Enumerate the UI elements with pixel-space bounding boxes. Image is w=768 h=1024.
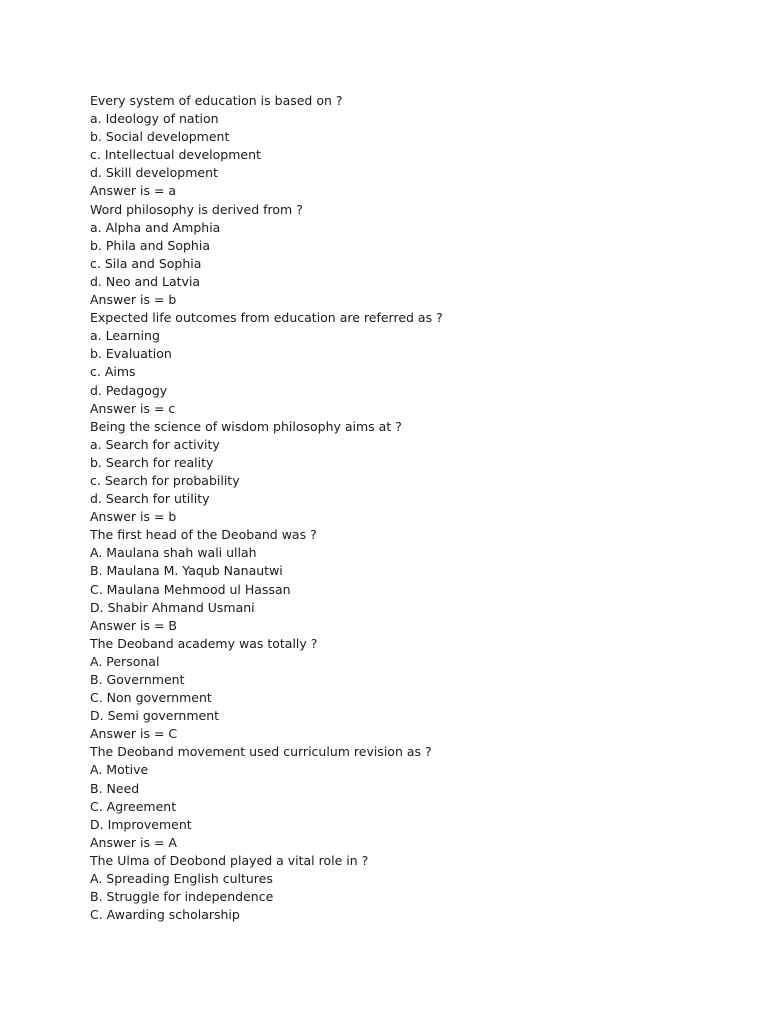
option-line: c. Intellectual development xyxy=(90,147,261,163)
question-line: The first head of the Deoband was ? xyxy=(90,527,317,543)
option-line: a. Alpha and Amphia xyxy=(90,219,221,235)
option-line: A. Motive xyxy=(90,762,149,778)
question-line: Expected life outcomes from education are referred as ? xyxy=(90,310,443,326)
option-line: D. Semi government xyxy=(90,708,220,724)
question-line: Being the science of wisdom philosophy aims at ? xyxy=(90,418,402,434)
option-line: D. Improvement xyxy=(90,816,192,832)
option-line: d. Neo and Latvia xyxy=(90,273,201,289)
answer-line: Answer is = C xyxy=(90,726,178,742)
answer-line: Answer is = a xyxy=(90,183,177,199)
option-line: a. Ideology of nation xyxy=(90,111,219,127)
question-line: Word philosophy is derived from ? xyxy=(90,201,303,217)
question-line: Every system of education is based on ? xyxy=(90,93,343,108)
option-line: C. Maulana Mehmood ul Hassan xyxy=(90,581,291,597)
option-line: b. Evaluation xyxy=(90,346,172,362)
option-line: a. Search for activity xyxy=(90,436,220,452)
answer-line: Answer is = B xyxy=(90,617,177,633)
answer-line: Answer is = c xyxy=(90,400,176,416)
option-line: C. Awarding scholarship xyxy=(90,907,240,923)
option-line: C. Non government xyxy=(90,690,212,706)
answer-line: Answer is = b xyxy=(90,292,177,308)
question-line: The Deoband academy was totally ? xyxy=(90,635,318,651)
option-line: B. Need xyxy=(90,780,140,796)
option-line: C. Agreement xyxy=(90,798,177,814)
option-line: d. Pedagogy xyxy=(90,382,168,398)
option-line: B. Struggle for independence xyxy=(90,889,274,905)
option-line: A. Spreading English cultures xyxy=(90,871,273,887)
option-line: A. Personal xyxy=(90,653,160,669)
option-line: a. Learning xyxy=(90,328,160,344)
question-line: The Ulma of Deobond played a vital role in ? xyxy=(90,852,369,868)
option-line: c. Aims xyxy=(90,364,136,380)
answer-line: Answer is = b xyxy=(90,509,177,525)
option-line: D. Shabir Ahmand Usmani xyxy=(90,599,255,615)
document-text xyxy=(90,92,730,924)
option-line: b. Search for reality xyxy=(90,454,214,470)
option-line: c. Search for probability xyxy=(90,472,240,488)
option-line: B. Maulana M. Yaqub Nanautwi xyxy=(90,563,283,579)
option-line: b. Social development xyxy=(90,129,230,145)
option-line: b. Phila and Sophia xyxy=(90,237,210,253)
question-line: The Deoband movement used curriculum revision as ? xyxy=(90,744,432,760)
option-line: d. Search for utility xyxy=(90,491,210,507)
option-line: A. Maulana shah wali ullah xyxy=(90,545,257,561)
option-line: B. Government xyxy=(90,672,185,687)
answer-line: Answer is = A xyxy=(90,834,177,850)
option-line: d. Skill development xyxy=(90,165,218,181)
option-line: c. Sila and Sophia xyxy=(90,255,202,271)
